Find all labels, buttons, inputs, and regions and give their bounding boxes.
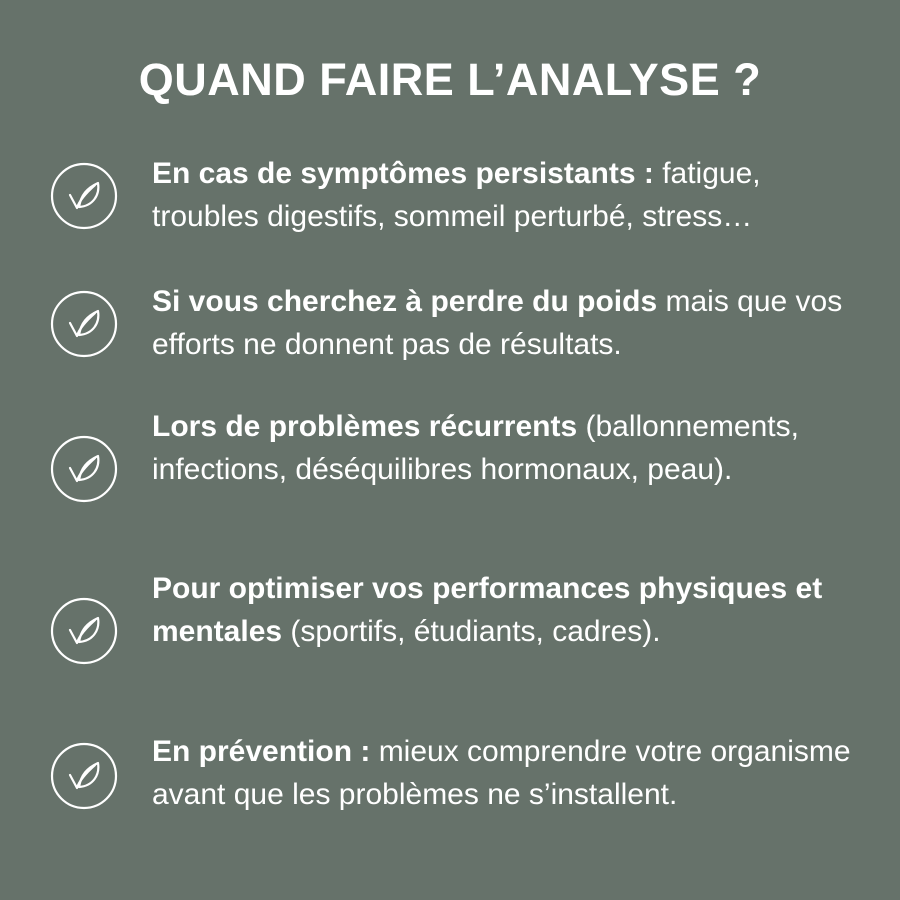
list-item-rest: (sportifs, étudiants, cadres). (282, 615, 661, 648)
list-item-text (152, 152, 862, 238)
list-item-text (152, 567, 862, 653)
list-item-rest: (ballonnements, infections, déséquilibres hormonaux, peau). (152, 410, 799, 486)
leaf-check-icon (50, 742, 118, 810)
list-item-text (152, 405, 862, 491)
list-item-bold: Pour optimiser vos performances physiques et mentales (152, 572, 823, 648)
list-item-bold: En cas de symptômes persistants : (152, 157, 654, 190)
leaf-check-icon (50, 162, 118, 230)
leaf-check-icon (50, 435, 118, 503)
list-item-bold: Lors de problèmes récurrents (152, 410, 578, 443)
list-item-text (152, 280, 862, 366)
list-item-rest: fatigue, troubles digestifs, sommeil perturbé, stress… (152, 157, 761, 233)
page-title: QUAND FAIRE L’ANALYSE ? (138, 54, 762, 105)
leaf-check-icon (50, 290, 118, 358)
leaf-check-icon (50, 597, 118, 665)
list-item-rest: mieux comprendre votre organisme avant que les problèmes ne s’installent. (152, 735, 851, 811)
list-item-rest: mais que vos efforts ne donnent pas de résultats. (152, 285, 843, 361)
list-item-bold: En prévention : (152, 735, 371, 768)
list-item-bold: Si vous cherchez à perdre du poids (152, 285, 658, 318)
list-item-text (152, 730, 862, 816)
